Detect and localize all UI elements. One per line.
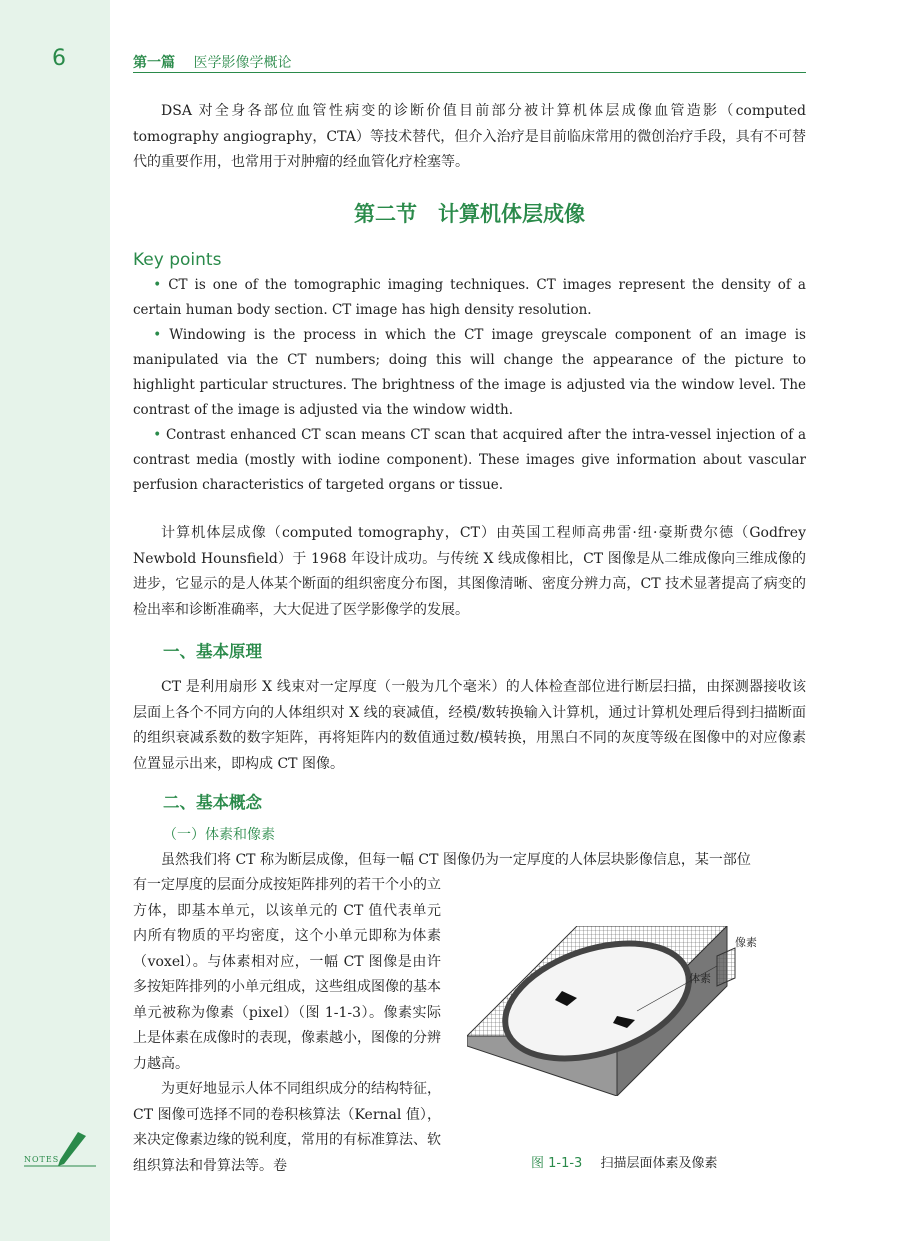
key-points-list — [133, 273, 806, 498]
figure-label-pixel: 像素 — [735, 936, 757, 949]
figure-caption — [531, 1152, 717, 1171]
bullet-icon: • — [153, 277, 169, 293]
ct-intro-block — [133, 521, 806, 623]
running-head-part: 第一篇 — [133, 55, 175, 71]
ct-intro-paragraph: 计算机体层成像（computed tomography，CT）由英国工程师高弗雷·纽·豪斯费尔德（Godfrey Newbold Hounsfield）于 1968 年设计成功。与传统 X 线成像相比，CT 图像是从二维成像向三维成像的进步，它显示的是人体某个断面的组织密度分布图，其图像清晰、密度分辨力高，CT 技术显著提高了病变的检出率和诊断准确率，大大促进了医学影像学的发展。 — [133, 525, 806, 618]
voxel-block — [133, 873, 441, 1179]
voxel-paragraph: 有一定厚度的层面分成按矩阵排列的若干个小的立方体，即基本单元，以该单元的 CT 值代表单元内所有物质的平均密度，这个小单元即称为体素（voxel）。与体素相对应，一幅 CT 图像是由许多按矩阵排列的小单元组成，这些组成图像的基本单元被称为像素（pixel）（图 1-1-3）。像素实际上是体素在成像时的表现，像素越小，图像的分辨力越高。 — [133, 877, 441, 1072]
notes-pen-icon — [20, 1130, 100, 1170]
voxel-pixel-figure — [467, 926, 807, 1096]
running-head-title: 医学影像学概论 — [193, 55, 292, 71]
key-point-item: • Contrast enhanced CT scan means CT scan that acquired after the intra-vessel injection of a contrast media (mostly with iodine component). These images give information about vascular perfusion characteristics of targeted organs or tissue. — [133, 427, 806, 493]
page-number: 6 — [52, 46, 66, 71]
key-points-title: Key points — [133, 250, 222, 270]
key-point-item: • Windowing is the process in which the CT image greyscale component of an image is manipulated via the CT numbers; doing this will change the appearance of the picture to highlight particular structures. The brightness of the image is adjusted via the window level. The contrast of the image is adjusted via the window width. — [133, 327, 806, 418]
margin-strip — [0, 0, 110, 1241]
heading-voxel-pixel: （一）体素和像素 — [163, 827, 275, 843]
intro-paragraph: DSA 对全身各部位血管性病变的诊断价值目前部分被计算机体层成像血管造影（computed tomography angiography，CTA）等技术替代，但介入治疗是目前临床常用的微创治疗手段，具有不可替代的重要作用，也常用于对肿瘤的经血管化疗栓塞等。 — [133, 103, 806, 170]
kernel-paragraph: 为更好地显示人体不同组织成分的结构特征，CT 图像可选择不同的卷积核算法（Kernal 值），来决定像素边缘的锐利度，常用的有标准算法、软组织算法和骨算法等。卷 — [133, 1081, 441, 1174]
key-point-item: • CT is one of the tomographic imaging techniques. CT images represent the density of a certain human body section. CT image has high density resolution. — [133, 277, 806, 318]
principle-block — [133, 675, 806, 777]
notes-label: NOTES — [24, 1155, 60, 1164]
heading-principle: 一、基本原理 — [163, 642, 262, 661]
intro-block — [133, 99, 806, 176]
running-head — [133, 52, 291, 72]
figure-caption-text: 扫描层面体素及像素 — [600, 1156, 718, 1171]
voxel-first-line — [133, 848, 806, 874]
bullet-icon: • — [153, 327, 170, 343]
header-rule — [133, 72, 806, 73]
figure-caption-number: 图 1-1-3 — [531, 1156, 583, 1171]
principle-paragraph: CT 是利用扇形 X 线束对一定厚度（一般为几个毫米）的人体检查部位进行断层扫描，由探测器接收该层面上各个不同方向的人体组织对 X 线的衰减值，经模/数转换输入计算机，通过计算机处理后得到扫描断面的组织衰减系数的数字矩阵，再将矩阵内的数值通过数/模转换，用黑白不同的灰度等级在图像中的对应像素位置显示出来，即构成 CT 图像。 — [133, 679, 806, 772]
section-title: 第二节 计算机体层成像 — [354, 202, 585, 226]
bullet-icon: • — [153, 427, 166, 443]
heading-concepts: 二、基本概念 — [163, 793, 262, 812]
figure-label-voxel: 体素 — [689, 972, 711, 985]
voxel-line-1: 虽然我们将 CT 称为断层成像，但每一幅 CT 图像仍为一定厚度的人体层块影像信息，某一部位 — [161, 852, 751, 868]
